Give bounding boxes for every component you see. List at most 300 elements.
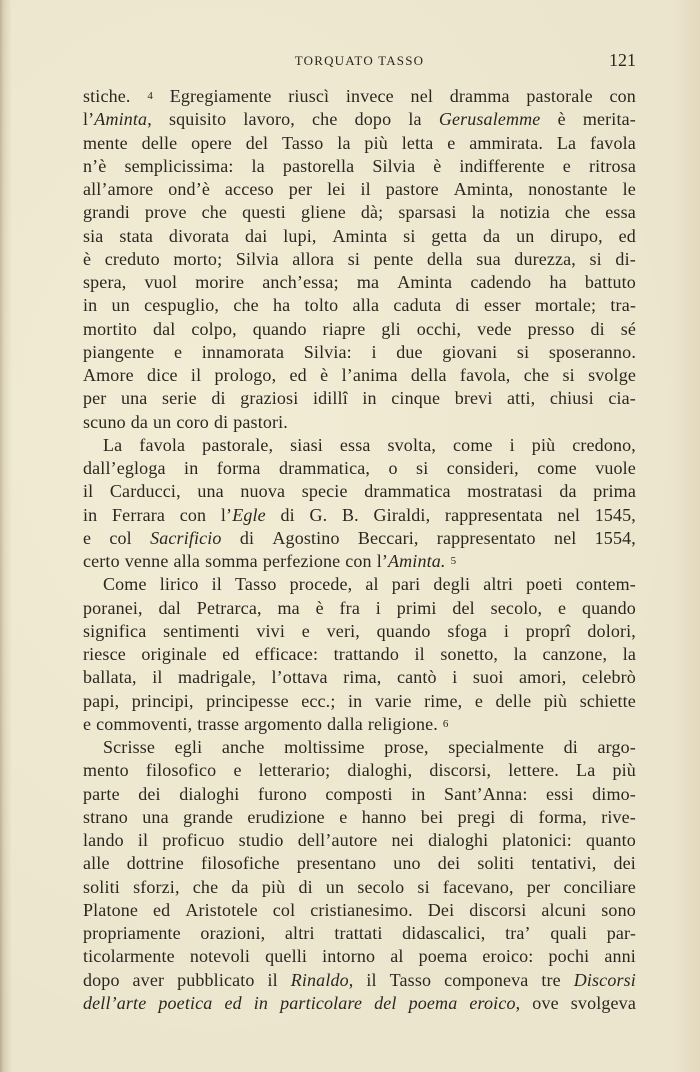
text-run: strano — [83, 806, 128, 827]
word — [621, 318, 636, 341]
word — [236, 248, 279, 271]
text-run: al — [365, 574, 379, 595]
text-run: discorsi — [469, 899, 527, 920]
text-run: è — [83, 248, 92, 269]
word — [454, 178, 514, 201]
text-line — [83, 108, 636, 131]
text-run: lupi, — [283, 225, 317, 246]
word — [169, 108, 226, 131]
word — [482, 945, 533, 968]
word — [83, 132, 128, 155]
word — [362, 387, 376, 410]
text-run: erudizione — [247, 806, 325, 827]
word — [583, 108, 636, 131]
text-run: l’anima — [341, 365, 398, 385]
word — [259, 759, 331, 782]
word — [217, 457, 261, 480]
text-run: dei — [138, 783, 161, 804]
text-run: uno — [393, 853, 421, 874]
word — [411, 783, 425, 806]
word — [253, 318, 307, 341]
text-run: letta — [401, 132, 434, 153]
word — [526, 620, 571, 643]
text-run: pastore — [385, 179, 439, 199]
word — [263, 550, 340, 573]
text-run: ed — [618, 225, 636, 246]
word — [428, 899, 454, 922]
text-run: brevi — [454, 388, 493, 409]
text-run: grandi — [83, 202, 130, 223]
text-run: poranei, — [83, 597, 143, 618]
word — [83, 806, 128, 829]
text-run: Come — [103, 574, 147, 595]
text-run: riapre — [322, 318, 366, 339]
word — [170, 85, 272, 108]
italic-text: in — [253, 992, 269, 1013]
text-run: Egregiamente — [169, 86, 272, 106]
text-run: principesse — [206, 690, 289, 711]
text-run: poema — [418, 946, 468, 967]
text-run: dramma — [449, 86, 510, 106]
text-run: da — [130, 411, 149, 432]
text-run: tre — [541, 969, 561, 990]
word — [452, 597, 474, 620]
word — [572, 434, 636, 457]
text-run: proficuo — [162, 830, 225, 850]
text-run: Beccari, — [357, 527, 419, 548]
word — [304, 341, 352, 364]
word — [526, 85, 592, 108]
text-run: ma — [277, 597, 300, 618]
text-run: pari — [391, 574, 421, 595]
text-run: squisito — [169, 109, 227, 130]
text-run: il — [267, 969, 278, 990]
word — [212, 573, 222, 596]
word — [233, 759, 241, 782]
text-run: i — [452, 667, 458, 688]
word — [83, 620, 146, 643]
text-run: morire — [195, 272, 245, 292]
text-run: alle — [83, 853, 110, 874]
word — [197, 480, 223, 503]
text-run: vivi — [256, 620, 285, 641]
word — [408, 108, 421, 131]
word — [357, 271, 379, 294]
word — [392, 573, 421, 596]
text-run: Agostino — [272, 527, 340, 548]
word — [447, 620, 487, 643]
word — [206, 690, 289, 713]
text-run: presentano — [296, 853, 377, 874]
italic-text: poema — [408, 992, 458, 1013]
text-run: quando — [376, 620, 431, 641]
text-line — [83, 480, 636, 503]
text-run: La — [103, 434, 123, 455]
word — [388, 457, 397, 480]
text-run: Scrisse — [103, 737, 156, 757]
word — [83, 178, 153, 201]
word — [483, 573, 513, 596]
text-run: Aminta — [332, 225, 388, 246]
word — [145, 271, 178, 294]
word — [455, 387, 493, 410]
word — [202, 201, 227, 224]
word — [612, 759, 635, 782]
footnote-marker: 6 — [442, 717, 449, 730]
text-run: quando — [581, 597, 636, 618]
word — [176, 411, 209, 434]
text-run: furono — [257, 783, 307, 804]
text-run: colpo, — [191, 318, 237, 339]
word — [337, 132, 350, 155]
word — [83, 155, 106, 178]
word — [334, 922, 382, 945]
text-run: che — [312, 109, 338, 130]
word — [168, 178, 210, 201]
word — [447, 132, 455, 155]
word — [112, 504, 165, 527]
text-run: fra — [339, 597, 360, 618]
word — [526, 573, 563, 596]
word — [83, 829, 124, 852]
word — [242, 201, 286, 224]
word — [83, 527, 91, 550]
text-run: G. — [309, 504, 328, 525]
word — [279, 457, 370, 480]
text-line — [83, 294, 636, 317]
word — [374, 504, 431, 527]
word — [103, 736, 155, 759]
word — [559, 480, 576, 503]
word — [391, 829, 413, 852]
text-run: n’è — [83, 155, 107, 176]
text-run: quando — [252, 318, 307, 339]
word — [531, 852, 596, 875]
text-run: drammatica — [364, 481, 451, 502]
word — [146, 759, 217, 782]
text-run: e — [447, 132, 456, 153]
word — [158, 992, 212, 1015]
text-run: lei — [327, 179, 346, 199]
text-run: vede — [477, 318, 512, 339]
word — [277, 597, 299, 620]
text-run: all’amore — [83, 179, 154, 199]
text-run: venne — [124, 551, 169, 571]
text-line — [83, 992, 636, 1015]
text-run: e — [83, 713, 92, 734]
word — [470, 271, 531, 294]
text-run: serie — [162, 388, 197, 409]
word — [607, 922, 636, 945]
word — [455, 294, 469, 317]
text-run: delle — [495, 690, 532, 711]
word — [327, 178, 345, 201]
word — [152, 666, 162, 689]
text-run: nel — [410, 86, 433, 106]
text-run: rappresentata — [444, 504, 543, 525]
word — [442, 341, 497, 364]
word — [256, 620, 285, 643]
text-run: col — [109, 527, 132, 548]
word — [390, 969, 432, 992]
text-run: sono — [601, 899, 636, 920]
text-run: atti, — [507, 388, 536, 409]
text-run: è — [320, 365, 329, 385]
word — [310, 504, 328, 527]
word — [500, 201, 550, 224]
word — [415, 643, 425, 666]
word — [190, 945, 250, 968]
word — [179, 783, 239, 806]
word — [205, 550, 258, 573]
text-run: pastorale — [526, 86, 593, 106]
text-run: tolto — [304, 295, 339, 316]
text-run: tra- — [610, 295, 636, 316]
word — [588, 364, 636, 387]
text-run: della — [426, 248, 463, 269]
word — [103, 434, 122, 457]
word — [619, 225, 636, 248]
text-run: gli — [381, 318, 401, 339]
text-run: contem- — [575, 574, 636, 595]
word — [557, 132, 576, 155]
word — [357, 876, 404, 899]
text-run: invece — [345, 86, 394, 106]
text-run: orazioni, — [200, 923, 266, 943]
text-run: sentimenti — [163, 620, 240, 641]
word — [121, 387, 147, 410]
word — [239, 829, 284, 852]
text-run: la — [471, 202, 485, 223]
text-run: sfoga — [447, 620, 488, 641]
word — [397, 271, 452, 294]
text-run: Platone — [83, 899, 139, 920]
text-run: si — [347, 248, 361, 269]
text-run: perfezione — [262, 551, 341, 571]
text-run: spera, — [83, 272, 127, 292]
text-run: con — [179, 504, 207, 525]
word — [83, 318, 137, 341]
text-run: battuto — [584, 272, 636, 292]
text-run: specie — [301, 481, 348, 502]
text-run: Aminta — [397, 272, 453, 292]
word — [177, 969, 254, 992]
text-run: getta — [431, 225, 468, 246]
word — [366, 969, 376, 992]
word — [105, 248, 160, 271]
word — [132, 690, 194, 713]
word — [623, 178, 636, 201]
word — [215, 364, 277, 387]
word — [83, 759, 129, 782]
word — [595, 457, 636, 480]
italic-text: eroico — [469, 992, 516, 1013]
text-run: notizia — [499, 202, 550, 223]
text-run: primi — [396, 597, 437, 618]
word — [433, 155, 441, 178]
text-line — [83, 387, 636, 410]
text-run: dai — [244, 225, 268, 246]
text-run: prose, — [384, 737, 429, 757]
text-line — [83, 201, 636, 224]
text-run: lirico — [159, 574, 199, 595]
text-run: Sant’Anna: — [443, 783, 528, 804]
word — [585, 271, 636, 294]
text-run: prologo, — [214, 365, 277, 385]
text-run: notevoli — [189, 946, 251, 967]
text-line — [83, 318, 636, 341]
text-run: forma — [216, 458, 261, 478]
text-run: che — [564, 202, 591, 223]
word — [592, 783, 636, 806]
text-run: stata — [119, 225, 154, 246]
word — [484, 294, 521, 317]
word — [222, 643, 239, 666]
word — [153, 411, 171, 434]
text-run: il — [152, 667, 163, 688]
word — [265, 945, 307, 968]
text-run: Giraldi, — [373, 504, 431, 525]
text-run: cinque — [391, 388, 441, 409]
text-run: hanno — [361, 806, 407, 827]
text-run: filosofico — [145, 760, 217, 781]
body-text — [83, 85, 636, 1015]
text-run: i — [503, 620, 509, 641]
text-run: certo — [83, 551, 120, 571]
text-run: creduto — [104, 248, 160, 269]
text-run: indifferente — [459, 155, 545, 176]
text-run: ticolarmente — [83, 946, 175, 967]
text-run: dice — [147, 365, 178, 385]
italic-text: Sacrificio — [150, 527, 222, 548]
text-run: l’ottava — [271, 667, 328, 688]
word — [159, 597, 181, 620]
word — [371, 341, 376, 364]
text-run: dolori, — [587, 620, 636, 641]
word — [323, 318, 366, 341]
word — [262, 876, 285, 899]
text-run: essa — [605, 202, 636, 223]
word — [284, 736, 365, 759]
text-line — [83, 411, 636, 434]
text-run: Silvia: — [303, 341, 352, 362]
word — [563, 155, 571, 178]
text-run: dopo — [354, 109, 392, 130]
word — [83, 666, 137, 689]
text-line — [83, 271, 636, 294]
word — [224, 992, 241, 1015]
text-run: coro — [176, 411, 209, 432]
text-run: La — [576, 760, 596, 781]
word — [301, 690, 335, 713]
word — [381, 318, 400, 341]
word — [150, 527, 222, 550]
text-run: dirupo, — [550, 225, 603, 246]
word — [301, 201, 346, 224]
word — [409, 992, 458, 1015]
text-run: sua — [476, 248, 501, 269]
text-run: è — [557, 109, 566, 130]
word — [361, 178, 371, 201]
text-run: sposeranno. — [548, 341, 636, 362]
text-run: rima, — [343, 667, 382, 688]
text-run: lando — [83, 830, 124, 850]
text-run: dopo — [83, 969, 120, 990]
word — [233, 411, 288, 434]
word — [124, 155, 233, 178]
word — [443, 713, 449, 736]
word — [211, 387, 225, 410]
word — [516, 225, 534, 248]
text-run: dialoghi, — [347, 760, 413, 781]
text-run: nei — [391, 830, 414, 850]
word — [453, 434, 493, 457]
text-run: per — [288, 179, 313, 199]
word — [160, 573, 199, 596]
text-run: come — [537, 458, 577, 478]
text-run: mostratasi — [467, 481, 543, 502]
word — [590, 132, 636, 155]
word — [340, 597, 360, 620]
text-run: il — [414, 644, 425, 664]
word — [162, 387, 197, 410]
word — [83, 783, 120, 806]
text-run: nuova — [240, 481, 286, 502]
text-run: di — [563, 737, 578, 757]
text-run: tentativi, — [531, 853, 597, 874]
text-run: argo- — [597, 737, 636, 757]
text-run: il — [360, 179, 371, 199]
text-run: i — [371, 341, 377, 362]
text-run: dell’autore — [297, 830, 378, 850]
text-run: divorata — [168, 225, 230, 246]
text-run: che — [201, 202, 228, 223]
text-run: trasse — [197, 713, 240, 734]
word — [604, 945, 636, 968]
text-run: proprî — [525, 620, 571, 641]
text-run: questi — [242, 202, 286, 223]
text-run: dialoghi — [179, 783, 240, 804]
word — [598, 736, 636, 759]
text-run: col — [272, 899, 296, 920]
text-line — [83, 690, 636, 713]
text-line — [83, 597, 636, 620]
text-run: i — [375, 597, 381, 618]
word — [452, 666, 457, 689]
text-line — [83, 504, 636, 527]
text-run: o — [388, 458, 398, 478]
word — [519, 666, 566, 689]
word — [546, 783, 574, 806]
word — [83, 201, 130, 224]
text-run: pastorale, — [202, 434, 274, 455]
word — [312, 108, 337, 131]
word — [147, 85, 153, 108]
text-run: con — [609, 86, 636, 106]
word — [605, 201, 636, 224]
text-run: alla — [173, 551, 201, 571]
text-run: come — [453, 434, 493, 455]
text-run: le — [622, 179, 636, 199]
text-run: credono, — [572, 434, 636, 455]
word — [348, 248, 360, 271]
word — [451, 550, 457, 573]
word — [428, 829, 488, 852]
text-line — [83, 132, 636, 155]
word — [133, 969, 165, 992]
text-run: soliti — [477, 853, 515, 874]
text-run: 1545, — [594, 504, 636, 525]
